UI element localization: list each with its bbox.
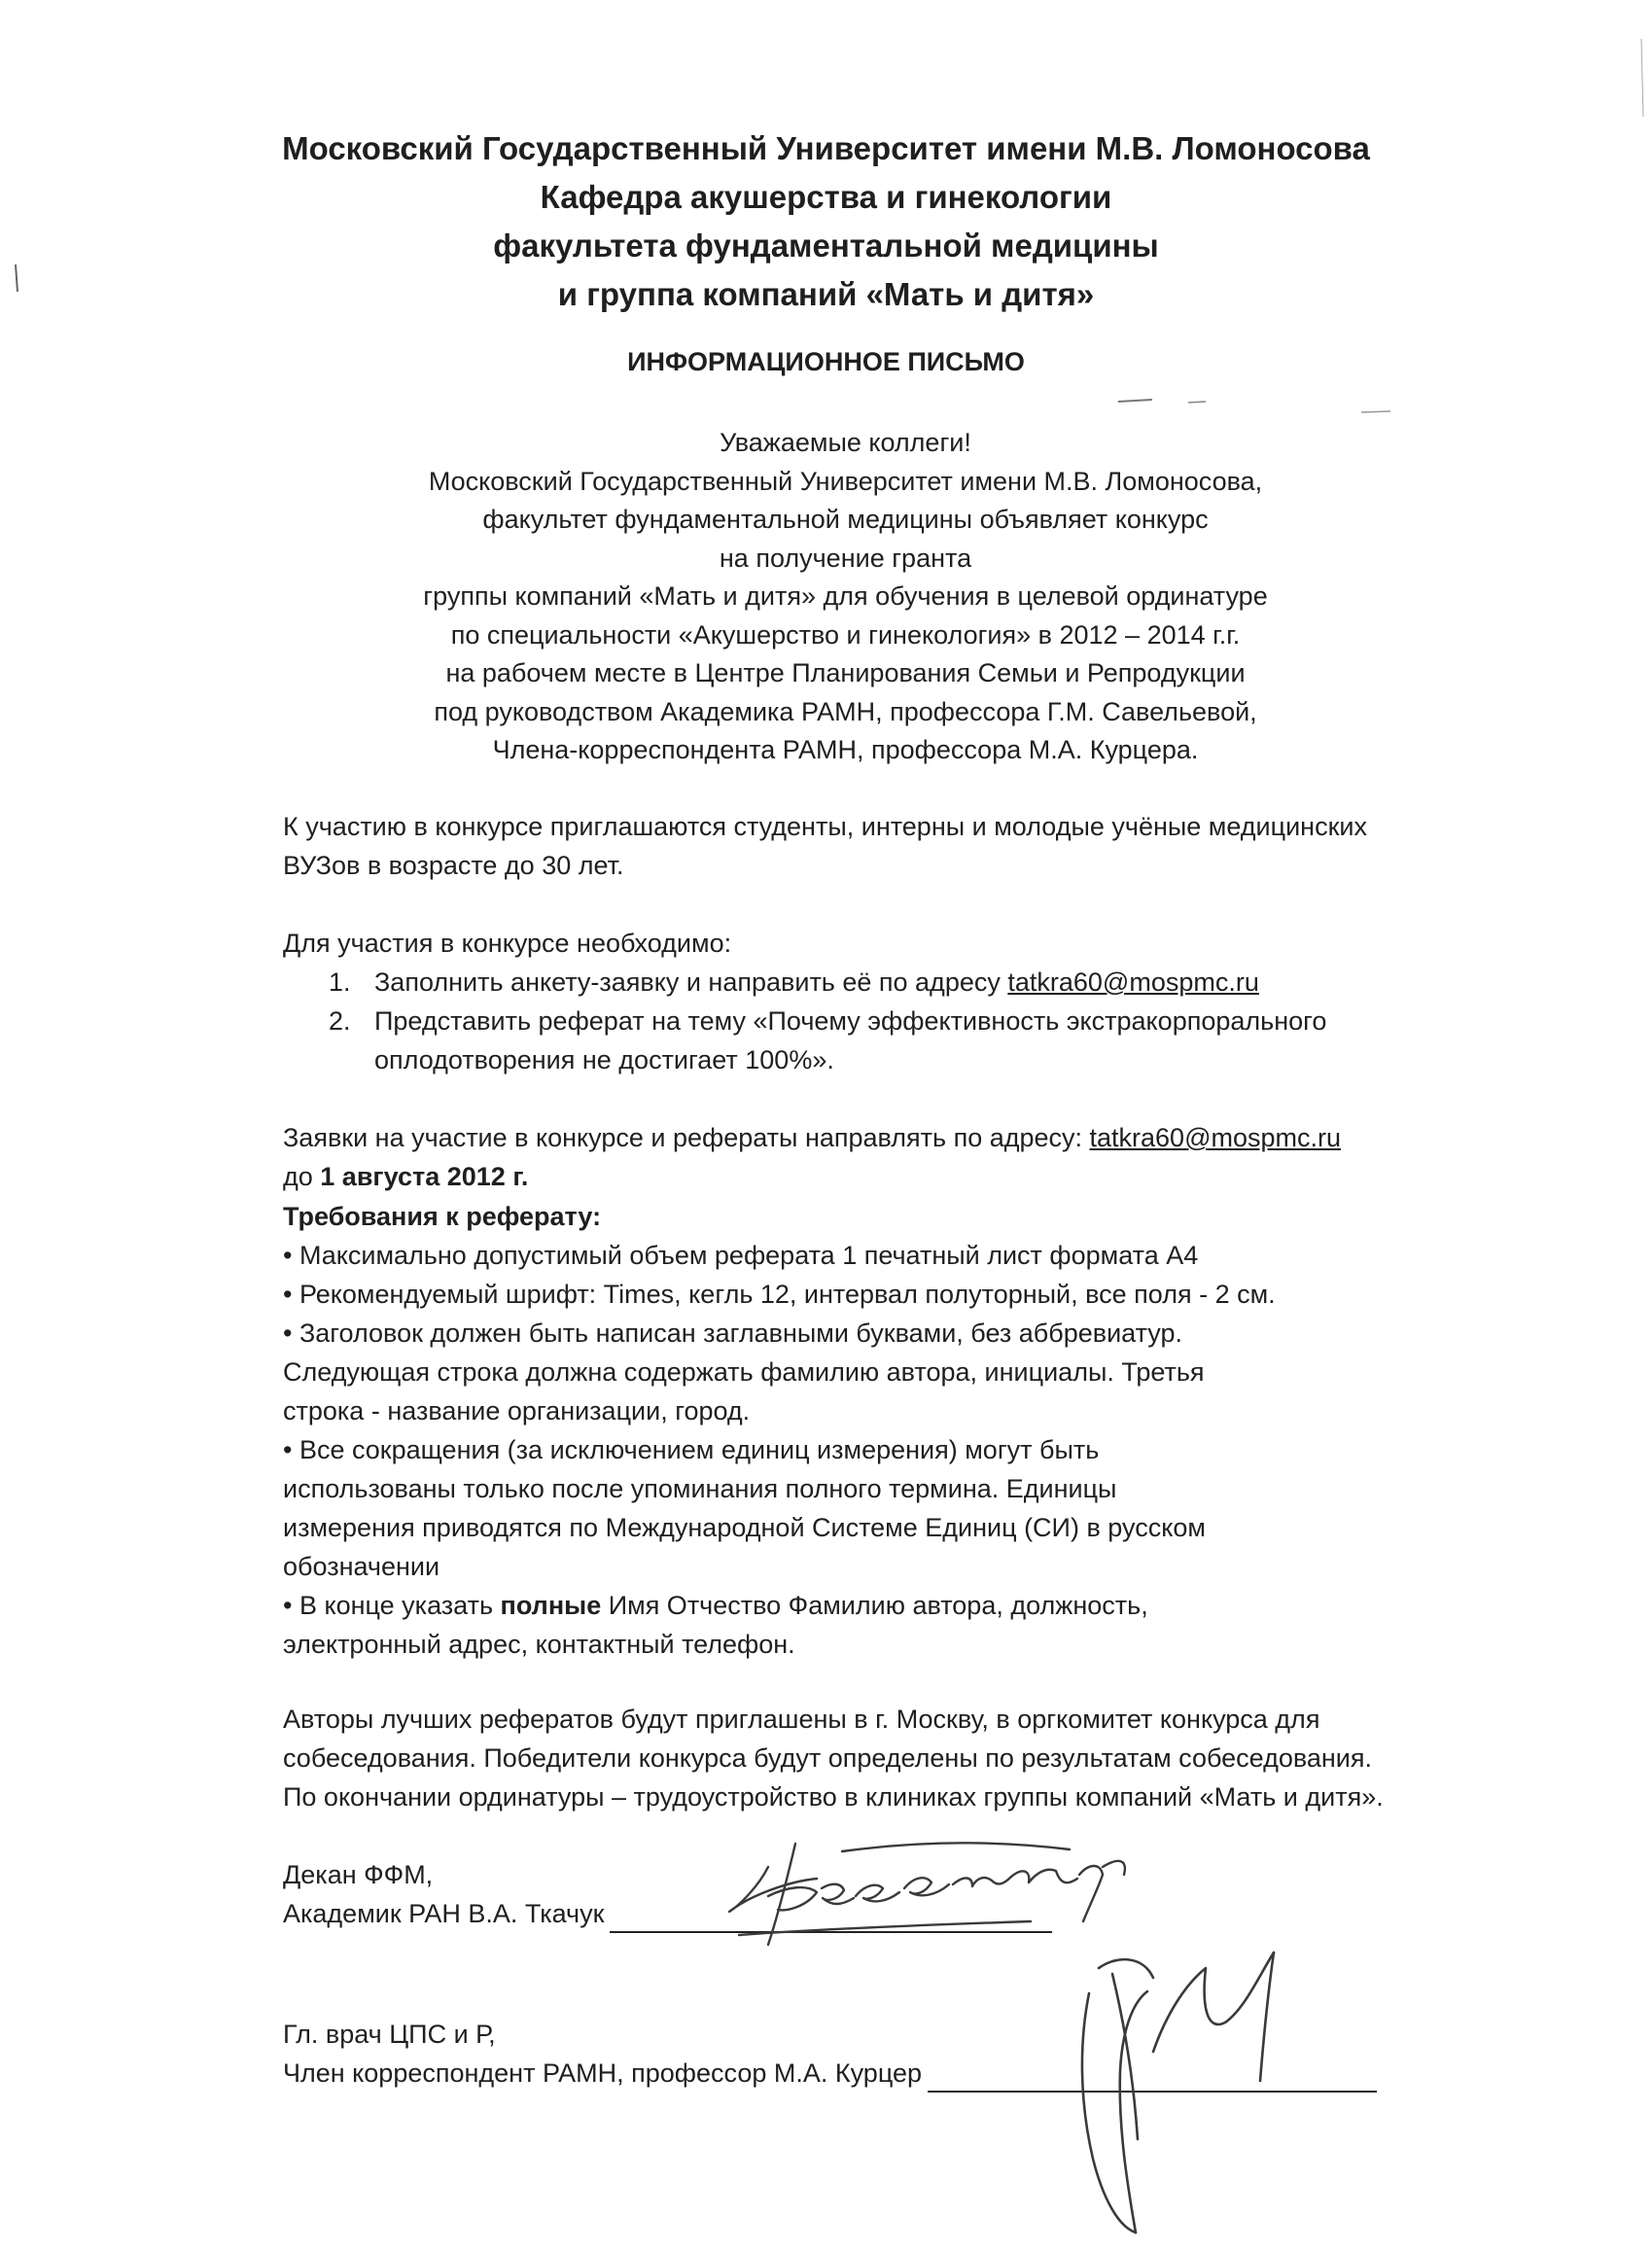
step-item-1 [283, 963, 1508, 1002]
signature-line [928, 2065, 1377, 2093]
header-department: Кафедра акушерства и гинекологии [540, 179, 1112, 215]
eligibility-line: К участию в конкурсе приглашаются студенты, интерны и молодые учёные медицинских [283, 812, 1367, 841]
signatory-name: Член корреспондент РАМН, профессор М.А. Курцер [283, 2058, 923, 2088]
requirement-continuation: измерения приводятся по Международной Системе Единиц (СИ) в русском [283, 1513, 1206, 1542]
step-2-line-1: Представить реферат на тему «Почему эффективность экстракорпорального [374, 1006, 1327, 1036]
announcement-line: факультет фундаментальной медицины объявляет конкурс [482, 505, 1209, 534]
announcement-line: на получение гранта [719, 543, 972, 573]
requirement-continuation: строка - название организации, город. [283, 1396, 751, 1425]
announcement-line: по специальности «Акушерство и гинекология» в 2012 – 2014 г.г. [450, 619, 1241, 650]
requirement-bullet: • Максимально допустимый объем реферата 1 печатный лист формата А4 [283, 1241, 1199, 1270]
steps-intro: Для участия в конкурсе необходимо: [283, 929, 732, 958]
requirement-bullet: • Заголовок должен быть написан заглавными буквами, без аббревиатур. [283, 1319, 1182, 1348]
steps-list [283, 963, 1508, 1079]
letter-header [0, 124, 1652, 319]
signatures-section [283, 1855, 1547, 2093]
step-number: 1. [329, 968, 351, 997]
closing-line: Авторы лучших рефератов будут приглашены в г. Москву, в оргкомитет конкурса для [283, 1705, 1320, 1734]
submission-email-link[interactable]: tatkra60@mospmc.ru [1089, 1123, 1342, 1152]
step-1-line [374, 963, 1508, 1002]
bullet5-bold: полные [500, 1591, 602, 1620]
step-1-text: Заполнить анкету-заявку и направить её по адресу [374, 968, 1008, 997]
announcement-line: Члена-корреспондента РАМН, профессора М.А. Курцера. [492, 735, 1199, 764]
submission-paragraph [283, 1118, 1508, 1196]
signatory-row [283, 1894, 1547, 1933]
signature-block-chief-physician [283, 2015, 1547, 2093]
eligibility-line: ВУЗов в возрасте до 30 лет. [283, 851, 624, 880]
requirements-title: Требования к реферату: [283, 1202, 602, 1231]
announcement-line: на рабочем месте в Центре Планирования Семьи и Репродукции [445, 658, 1246, 687]
signatory-title: Декан ФФМ, [283, 1860, 434, 1889]
closing-line: собеседования. Победители конкурса будут определены по результатам собеседования. [283, 1743, 1373, 1773]
requirement-bullet: • Рекомендуемый шрифт: Times, кегль 12, интервал полуторный, все поля - 2 см. [283, 1280, 1276, 1309]
requirement-continuation: использованы только после упоминания полного термина. Единицы [283, 1474, 1117, 1503]
signatory-title: Гл. врач ЦПС и Р, [283, 2020, 496, 2049]
requirement-continuation: обозначении [283, 1552, 440, 1581]
deadline-date: 1 августа 2012 г. [320, 1162, 529, 1191]
signatory-row [283, 2054, 1547, 2093]
submission-line [283, 1118, 1508, 1157]
header-company: и группа компаний «Мать и дитя» [557, 276, 1095, 312]
announcement-line: группы компаний «Мать и дитя» для обучения в целевой ординатуре [423, 581, 1268, 611]
closing-paragraph [283, 1700, 1508, 1816]
announcement [0, 424, 1652, 770]
step-2-line-2: оплодотворения не достигает 100%». [374, 1045, 834, 1074]
header-university: Московский Государственный Университет имени М.В. Ломоносова [282, 130, 1370, 166]
header-faculty: факультета фундаментальной медицины [493, 228, 1159, 264]
eligibility-paragraph [283, 807, 1508, 885]
requirement-continuation: электронный адрес, контактный телефон. [283, 1630, 795, 1659]
step-1-email-link[interactable]: tatkra60@mospmc.ru [1007, 968, 1259, 997]
requirement-bullet [283, 1586, 1508, 1625]
document-type-title: ИНФОРМАЦИОННОЕ ПИСЬМО [627, 347, 1025, 376]
requirement-bullet: • Все сокращения (за исключением единиц измерения) могут быть [283, 1435, 1100, 1464]
bullet5-suffix: Имя Отчество Фамилию автора, должность, [601, 1591, 1148, 1620]
closing-line: По окончании ординатуры – трудоустройство в клиниках группы компаний «Мать и дитя». [283, 1782, 1384, 1812]
requirements-section [283, 1197, 1508, 1664]
signature-line [610, 1906, 1052, 1933]
deadline-prefix: до [283, 1162, 321, 1191]
step-number: 2. [329, 1006, 351, 1036]
announcement-line: Московский Государственный Университет имени М.В. Ломоносова, [428, 466, 1263, 496]
signature-block-dean [283, 1855, 1547, 1933]
deadline-line [283, 1157, 1508, 1196]
announcement-line: Уважаемые коллеги! [720, 428, 971, 457]
announcement-line: под руководством Академика РАМН, профессора Г.М. Савельевой, [434, 696, 1257, 726]
bullet5-prefix: • В конце указать [283, 1591, 501, 1620]
step-item-2 [283, 1002, 1508, 1079]
submission-text: Заявки на участие в конкурсе и рефераты направлять по адресу: [283, 1123, 1090, 1152]
signatory-name: Академик РАН В.А. Ткачук [283, 1899, 605, 1928]
participation-steps [283, 924, 1508, 1079]
requirement-continuation: Следующая строка должна содержать фамилию автора, инициалы. Третья [283, 1357, 1205, 1387]
